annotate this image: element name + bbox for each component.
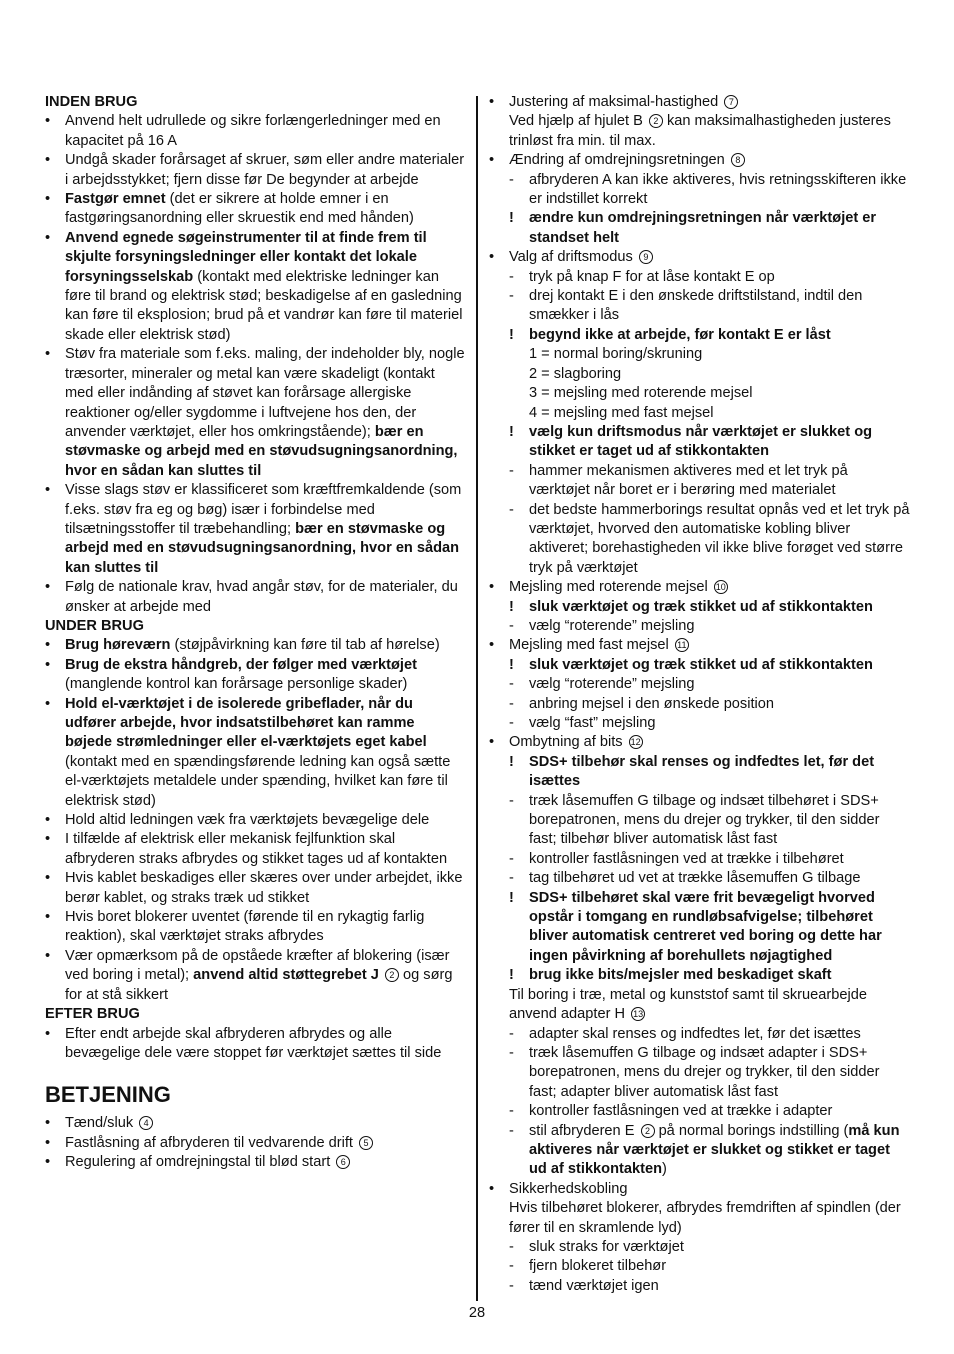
bold-text: må kun aktiveres når værktøjet er slukket og stikket er taget ud af stikkontakten [529, 1122, 900, 1178]
item-text [529, 1122, 911, 1180]
paragraph [489, 404, 911, 423]
bold-text: sluk værktøjet og træk stikket ud af stikkontakten [529, 656, 873, 673]
dash-item [489, 792, 911, 850]
text-run: fjern blokeret tilbehør [529, 1258, 667, 1275]
dash-marker: - [509, 1258, 514, 1275]
bold-text: Anvend egnede søgeinstrumenter til at finde frem til skjulte forsyningsledninger eller kontakt det lokale forsyningsselskab [65, 229, 427, 285]
text-run: Hold altid ledningen væk fra værktøjets bevægelige dele [65, 812, 430, 829]
bullet-marker: • [45, 870, 51, 887]
dash-marker: - [509, 462, 514, 479]
section-heading: INDEN BRUG [45, 94, 138, 110]
dash-item [489, 850, 911, 869]
dash-item [489, 287, 911, 326]
dash-item [489, 268, 911, 287]
text-run: Justering af maksimal-hastighed [509, 94, 723, 110]
text-run: det bedste hammerborings resultat opnås ved et let tryk på værktøjet, hvorved den automatiske kobling bliver aktiveret; borehastigheden vil ikke blive forøget ved større tryk på værktøjet [529, 501, 910, 576]
bullet-item [45, 481, 465, 578]
bold-text: brug ikke bits/mejsler med beskadiget skaft [529, 967, 832, 984]
bullet-marker: • [45, 1115, 51, 1132]
text-run: træk låsemuffen G tilbage og indsæt tilbehøret i SDS+ borepatronen, mens du drejer og trykker, til den sidder fast; tilbehør bliver automatisk låst fast [529, 792, 880, 848]
bullet-marker: • [45, 229, 51, 246]
section-title: BETJENING [45, 1082, 171, 1108]
dash-item [489, 462, 911, 501]
bullet-item [45, 578, 465, 617]
item-text [509, 248, 911, 267]
paragraph [489, 1199, 911, 1238]
bullet-marker: • [45, 831, 51, 848]
bullet-item [489, 248, 911, 267]
text-run: og sørg for at stå sikkert [65, 967, 453, 1003]
bullet-marker: • [489, 94, 495, 110]
paragraph [489, 384, 911, 403]
text-run: Ombytning af bits [509, 734, 627, 751]
dash-item [489, 869, 911, 888]
item-text [529, 889, 911, 967]
bold-text: anvend altid støttegrebet J [193, 967, 383, 984]
item-text [529, 209, 911, 248]
warning-item [489, 326, 911, 345]
text-run: Fastlåsning af afbryderen til vedvarende drift [65, 1134, 358, 1151]
dash-item [489, 1122, 911, 1180]
bullet-marker: • [45, 1134, 51, 1151]
text-run: hammer mekanismen aktiveres med et let tryk på værktøjet når boret er i berøring med materialet [529, 462, 848, 499]
bullet-marker: • [45, 113, 51, 130]
warning-marker: ! [509, 967, 514, 984]
item-text [65, 190, 465, 229]
reference-number: 2 [649, 114, 663, 128]
text-run: tænd værktøjet igen [529, 1277, 659, 1294]
text-run: Hvis kablet beskadiges eller skæres over under arbejdet, ikke berør kablet, og straks træk ud stikket [65, 870, 463, 906]
bullet-item [45, 112, 465, 151]
bullet-marker: • [45, 191, 51, 208]
bullet-marker: • [45, 1154, 51, 1171]
dash-item [489, 1238, 911, 1257]
item-text [65, 869, 465, 908]
bullet-item [45, 695, 465, 811]
item-text [65, 695, 465, 811]
dash-marker: - [509, 288, 514, 305]
reference-number: 11 [675, 638, 689, 652]
paragraph [489, 345, 911, 364]
text-run: Tænd/sluk [65, 1115, 138, 1132]
text-run: 2 = slagboring [529, 365, 622, 382]
page-number: 28 [468, 1305, 486, 1321]
text-run: vælg “fast” mejsling [529, 715, 656, 731]
item-text [65, 578, 465, 617]
bold-text: Fastgør emnet [65, 191, 166, 208]
warning-item [489, 598, 911, 617]
text-run: Hvis boret blokerer uventet (førende til en rykagtig farlig reaktion), skal værktøjet straks afbrydes [65, 909, 425, 945]
item-text [65, 656, 465, 695]
text-run: (manglende kontrol kan forårsage personlige skader) [65, 676, 408, 693]
bold-text: Brug høreværn [65, 637, 171, 654]
bullet-item [489, 93, 911, 112]
text-run: (kontakt med en spændingsførende ledning kan også sætte el-værktøjets metaldele under spænding, hvilket kan føre til elektrisk stød) [65, 753, 451, 809]
text-run: kontroller fastlåsningen ved at trække i adapter [529, 1103, 833, 1120]
bullet-item [45, 636, 465, 655]
item-text [65, 345, 465, 481]
item-text [65, 481, 465, 578]
text-run: 4 = mejsling med fast mejsel [529, 404, 714, 421]
dash-marker: - [509, 1277, 514, 1294]
dash-marker: - [509, 792, 514, 809]
item-text [65, 1153, 465, 1172]
text-run: Hvis tilbehøret blokerer, afbrydes fremdriften af spindlen (der fører til en skramlende lyd) [509, 1200, 901, 1236]
item-text [65, 151, 465, 190]
reference-number: 4 [139, 1116, 153, 1130]
paragraph [489, 986, 911, 1025]
dash-marker: - [509, 617, 514, 634]
bullet-marker: • [489, 637, 495, 654]
bullet-item [45, 830, 465, 869]
reference-number: 8 [731, 153, 745, 167]
bullet-item [489, 578, 911, 597]
dash-marker: - [509, 268, 514, 285]
bullet-marker: • [45, 482, 51, 499]
text-run: (støjpåvirkning kan føre til tab af hørelse) [170, 637, 440, 654]
item-text [529, 850, 911, 869]
dash-marker: - [509, 1238, 514, 1255]
dash-marker: - [509, 501, 514, 518]
item-text [529, 1044, 911, 1102]
bullet-marker: • [45, 579, 51, 596]
dash-item [489, 617, 911, 636]
text-run: (kontakt med elektriske ledninger kan føre til brand og elektrisk stød; beskadigelse af en gasledning kan føre til eksplosion; brud på et vandrør kan føre til materiel skade eller elektrisk stød) [65, 268, 463, 343]
dash-item [489, 1044, 911, 1102]
item-text [529, 792, 911, 850]
bullet-item [489, 151, 911, 170]
item-text [65, 229, 465, 345]
bullet-item [45, 151, 465, 190]
text-run: kontroller fastlåsningen ved at trække i tilbehøret [529, 850, 844, 867]
item-text [529, 171, 911, 210]
paragraph [489, 365, 911, 384]
warning-marker: ! [509, 598, 514, 615]
text-run: tag tilbehøret ud vet at trække låsemuffen G tilbage [529, 870, 861, 887]
text-run: adapter skal renses og indfedtes let, før det isættes [529, 1025, 861, 1042]
bullet-marker: • [489, 152, 495, 169]
dash-item [489, 1257, 911, 1276]
item-text [529, 268, 911, 287]
bullet-marker: • [45, 152, 51, 169]
reference-number: 5 [359, 1136, 373, 1150]
dash-marker: - [509, 1103, 514, 1120]
item-text [65, 830, 465, 869]
text-run: vælg “roterende” mejsling [529, 676, 695, 693]
reference-number: 10 [715, 582, 726, 593]
bullet-item [45, 190, 465, 229]
item-text [509, 636, 911, 655]
text-run: træk låsemuffen G tilbage og indsæt adapter i SDS+ borepatronen, mens du drejer og trykker, til den sidder fast; adapter bliver automatisk låst fast [529, 1044, 880, 1100]
dash-marker: - [509, 1044, 514, 1061]
item-text [529, 966, 911, 985]
text-run: anbring mejsel i den ønskede position [529, 695, 774, 712]
item-text [529, 1238, 911, 1257]
item-text [529, 714, 911, 733]
warning-item [489, 889, 911, 967]
bullet-item [45, 229, 465, 345]
item-text [509, 151, 911, 170]
bullet-item [489, 1180, 911, 1199]
warning-marker: ! [509, 889, 514, 906]
bullet-marker: • [45, 656, 51, 673]
reference-number: 12 [630, 737, 641, 748]
item-text [65, 811, 465, 830]
item-text [529, 695, 911, 714]
item-text [65, 1025, 465, 1064]
bold-text: Brug de ekstra håndgreb, der følger med værktøjet [65, 656, 417, 673]
dash-marker: - [509, 171, 514, 188]
text-run: Støv fra materiale som f.eks. maling, der indeholder bly, nogle træsorter, mineraler og metal kan være skadeligt (kontakt med eller indånding af støvet kan forårsage allergiske reaktioner og/eller sygdomme i luftvejene hos den, der anvender værktøjet, eller hos omkringstående); [65, 346, 465, 440]
warning-item [489, 209, 911, 248]
dash-marker: - [509, 1025, 514, 1042]
text-run: Undgå skader forårsaget af skruer, søm eller andre materialer i arbejdsstykket; fjern disse før De begynder at arbejde [65, 152, 465, 188]
text-run: Mejsling med roterende mejsel [509, 579, 712, 596]
bullet-item [45, 345, 465, 481]
bold-text: bær en støvmaske og arbejd med en støvudsugningsanordning, hvor en sådan kan sluttes til [65, 423, 458, 479]
warning-item [489, 656, 911, 675]
dash-marker: - [509, 695, 514, 712]
bold-text: bær en støvmaske og arbejd med en støvudsugningsanordning, hvor en sådan kan sluttes til [65, 520, 460, 576]
bold-text: begynd ikke at arbejde, før kontakt E er låst [529, 326, 831, 343]
bold-text: SDS+ tilbehør skal renses og indfedtes let, før det isættes [529, 753, 875, 790]
item-text [65, 908, 465, 947]
item-text [65, 1114, 465, 1133]
text-run: sluk straks for værktøjet [529, 1238, 684, 1255]
dash-marker: - [509, 870, 514, 887]
item-text [529, 598, 911, 617]
text-run: Mejsling med fast mejsel [509, 637, 673, 654]
dash-marker: - [509, 676, 514, 693]
column-divider [476, 96, 478, 1301]
item-text [65, 636, 465, 655]
bullet-item [45, 908, 465, 947]
text-run: Anvend helt udrullede og sikre forlængerledninger med en kapacitet på 16 A [65, 113, 441, 149]
bullet-marker: • [45, 947, 51, 964]
bold-text: Hold el-værktøjet i de isolerede gribeflader, når du udfører arbejde, hvor indsatstilbehøret kan ramme bøjede strømledninger eller el-værktøjets eget kabel [65, 695, 427, 751]
bullet-item [45, 1153, 465, 1172]
bullet-item [489, 636, 911, 655]
bullet-marker: • [489, 1180, 495, 1197]
text-run: Til boring i træ, metal og kunststof samt til skruearbejde anvend adapter H [509, 986, 867, 1023]
warning-item [489, 753, 911, 792]
dash-item [489, 501, 911, 579]
item-text [529, 1102, 911, 1121]
bullet-item [45, 869, 465, 908]
bullet-item [45, 1025, 465, 1064]
right-column [489, 93, 911, 1296]
text-run: 3 = mejsling med roterende mejsel [529, 385, 753, 402]
dash-marker: - [509, 850, 514, 867]
dash-item [489, 714, 911, 733]
warning-marker: ! [509, 753, 514, 770]
item-text [65, 112, 465, 151]
text-run: kan maksimalhastigheden justeres trinløst fra min. til max. [509, 113, 891, 149]
bold-text: vælg kun driftsmodus når værktøjet er slukket og stikket er taget ud af stikkontakten [529, 423, 873, 460]
warning-marker: ! [509, 656, 514, 673]
item-text [529, 1025, 911, 1044]
reference-number: 2 [641, 1124, 655, 1138]
item-text [529, 753, 911, 792]
bullet-marker: • [45, 1025, 51, 1042]
item-text [529, 1257, 911, 1276]
dash-item [489, 1025, 911, 1044]
item-text [529, 1277, 911, 1296]
bullet-marker: • [45, 812, 51, 829]
bold-text: sluk værktøjet og træk stikket ud af stikkontakten [529, 598, 873, 615]
reference-number: 13 [633, 1009, 644, 1020]
bullet-item [45, 811, 465, 830]
bullet-item [45, 947, 465, 1005]
warning-marker: ! [509, 210, 514, 227]
text-run: vælg “roterende” mejsling [529, 617, 695, 634]
item-text [529, 462, 911, 501]
left-column [45, 93, 465, 1173]
reference-number: 7 [724, 95, 738, 109]
text-run: I tilfælde af elektrisk eller mekanisk fejlfunktion skal afbryderen straks afbrydes og stikket tages ud af kontakten [65, 831, 448, 867]
bullet-marker: • [489, 734, 495, 751]
bold-text: ændre kun omdrejningsretningen når værktøjet er standset helt [529, 210, 877, 246]
item-text [65, 947, 465, 1005]
text-run: tryk på knap F for at låse kontakt E op [529, 268, 775, 285]
text-run: drej kontakt E i den ønskede driftstilstand, indtil den smækker i lås [529, 288, 863, 324]
reference-number: 6 [336, 1155, 350, 1169]
bullet-marker: • [489, 579, 495, 596]
dash-item [489, 171, 911, 210]
item-text [529, 501, 911, 579]
text-run: Ændring af omdrejningsretningen [509, 152, 729, 169]
item-text [529, 869, 911, 888]
section-heading: EFTER BRUG [45, 1006, 140, 1023]
text-run: ) [662, 1161, 667, 1178]
dash-marker: - [509, 715, 514, 731]
section-heading: UNDER BRUG [45, 617, 144, 634]
text-run: Følg de nationale krav, hvad angår støv, for de materialer, du ønsker at arbejde med [65, 579, 458, 615]
bullet-item [45, 656, 465, 695]
text-run: Efter endt arbejde skal afbryderen afbrydes og alle bevægelige dele være stoppet før værktøjet sættes til side [65, 1025, 442, 1061]
warning-marker: ! [509, 423, 514, 440]
dash-marker: - [509, 1122, 514, 1139]
text-run: Valg af driftsmodus [509, 249, 637, 266]
bullet-marker: • [45, 637, 51, 654]
reference-number: 2 [385, 968, 399, 982]
item-text [529, 423, 911, 462]
text-run: 1 = normal boring/skruning [529, 346, 703, 363]
item-text [529, 617, 911, 636]
item-text [509, 1180, 911, 1199]
text-run: Vær opmærksom på de opståede kræfter af blokering (især ved boring i metal); [65, 947, 450, 984]
bullet-item [45, 1134, 465, 1153]
bullet-marker: • [489, 249, 495, 266]
bold-text: SDS+ tilbehøret skal være frit bevægeligt hvorved opstår i tomgang en rundløbsafvigelse; tilbehøret bliver automatisk centreret ved boring og dette har ingen påvirkning af borehullets nøjagtighed [529, 889, 882, 964]
text-run: (det er sikrere at holde emner i en fastgøringsanordning eller skruestik end med hånden) [65, 191, 414, 227]
item-text [509, 733, 911, 752]
bullet-item [45, 1114, 465, 1133]
dash-item [489, 1277, 911, 1296]
warning-item [489, 423, 911, 462]
item-text [529, 326, 911, 345]
dash-item [489, 695, 911, 714]
dash-item [489, 1102, 911, 1121]
bullet-marker: • [45, 695, 51, 712]
text-run: stil afbryderen E [529, 1122, 639, 1139]
bullet-marker: • [45, 909, 51, 926]
text-run: på normal borings indstilling ( [654, 1122, 849, 1139]
bullet-marker: • [45, 346, 51, 363]
item-text [529, 287, 911, 326]
item-text [509, 93, 911, 112]
bullet-item [489, 733, 911, 752]
text-run: afbryderen A kan ikke aktiveres, hvis retningsskifteren ikke er indstillet korrekt [529, 171, 907, 208]
item-text [509, 578, 911, 597]
warning-item [489, 966, 911, 985]
text-run: Ved hjælp af hjulet B [509, 113, 647, 130]
text-run: Sikkerhedskobling [509, 1180, 628, 1197]
text-run: Visse slags støv er klassificeret som kræftfremkaldende (som f.eks. støv fra eg og bøg) især i forbindelse med tilsætningsstoffer til træbehandling; [65, 482, 462, 537]
item-text [529, 675, 911, 694]
text-run: Regulering af omdrejningstal til blød start [65, 1154, 335, 1171]
warning-marker: ! [509, 326, 514, 343]
item-text [529, 656, 911, 675]
dash-item [489, 675, 911, 694]
paragraph [489, 112, 911, 151]
reference-number: 9 [639, 250, 653, 264]
item-text [65, 1134, 465, 1153]
